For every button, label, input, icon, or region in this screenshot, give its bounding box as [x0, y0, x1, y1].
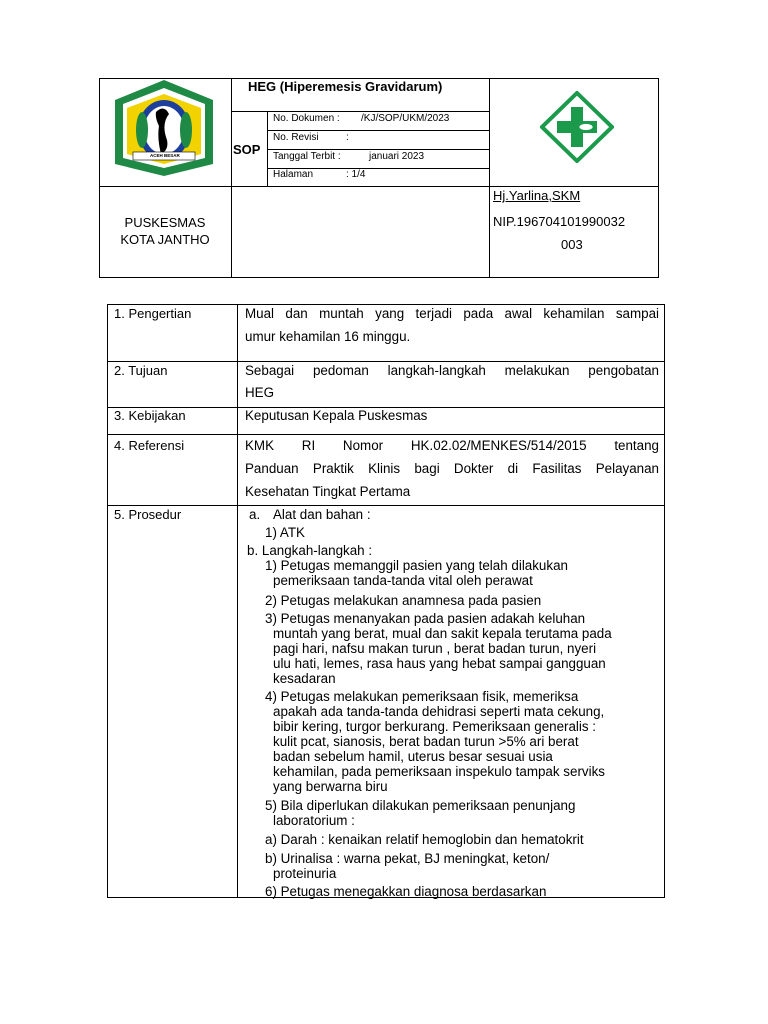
step-5a-line-1: a) Darah : kenaikan relatif hemoglobin dan hematokrit — [265, 832, 584, 847]
step-5b-line-1: b) Urinalisa : warna pekat, BJ meningkat, keton/ — [265, 851, 550, 866]
tujuan-line-1: Sebagai pedoman langkah-langkah melakukan pengobatan — [245, 363, 659, 378]
meta-revision-value: : — [346, 132, 349, 143]
step-4-line-7: yang berwarna biru — [273, 779, 388, 794]
meta-doc-value: /KJ/SOP/UKM/2023 — [361, 113, 450, 124]
step-4-line-1: 4) Petugas melakukan pemeriksaan fisik, memeriksa — [265, 689, 579, 704]
step-3-line-2: muntah yang berat, mual dan sakit kepala terutama pada — [273, 626, 612, 641]
signatory-nip-line1: NIP.196704101990032 — [493, 214, 626, 229]
puskesmas-logo — [540, 91, 614, 163]
step-3-line-1: 3) Petugas menanyakan pada pasien adakah keluhan — [265, 611, 586, 626]
step-5b-line-2: proteinuria — [273, 866, 337, 881]
section-label-referensi: 4. Referensi — [114, 438, 185, 453]
procedure-a-text: Alat dan bahan : — [273, 507, 371, 522]
section-label-prosedur: 5. Prosedur — [114, 507, 182, 522]
procedure-a-label: a. — [249, 507, 261, 522]
signatory-name: Hj.Yarlina,SKM — [493, 188, 581, 203]
kebijakan-line-1: Keputusan Kepala Puskesmas — [245, 408, 428, 423]
referensi-line-2: Panduan Praktik Klinis bagi Dokter di Fasilitas Pelayanan — [245, 461, 659, 476]
org-name-line1: PUSKESMAS — [124, 215, 206, 230]
step-5-line-1: 5) Bila diperlukan dilakukan pemeriksaan penunjang — [265, 798, 576, 813]
step-1-line-2: pemeriksaan tanda-tanda vital oleh perawat — [273, 573, 533, 588]
organization-name — [100, 214, 230, 248]
meta-page-value: : 1/4 — [346, 169, 366, 180]
tujuan-line-2: HEG — [245, 385, 275, 400]
section-label-tujuan: 2. Tujuan — [114, 363, 168, 378]
section-label-pengertian: 1. Pengertian — [114, 306, 192, 321]
step-3-line-5: kesadaran — [273, 671, 336, 686]
step-4-line-3: bibir kering, turgor berkurang. Pemeriksaan generalis : — [273, 719, 597, 734]
referensi-line-1: KMK RI Nomor HK.02.02/MENKES/514/2015 tentang — [245, 438, 659, 453]
step-4-line-2: apakah ada tanda-tanda dehidrasi seperti mata cekung, — [273, 704, 605, 719]
procedure-b: b. Langkah-langkah : — [247, 543, 373, 558]
step-5-line-2: laboratorium : — [273, 813, 355, 828]
meta-date-value: januari 2023 — [369, 151, 425, 162]
step-4-line-4: kulit pcat, sianosis, berat badan turun >5% ari berat — [273, 734, 579, 749]
step-3-line-4: ulu hati, lemes, rasa haus yang hebat sampai gangguan — [273, 656, 606, 671]
meta-doc-label: No. Dokumen : — [273, 113, 340, 124]
step-4-line-6: kehamilan, pada pemeriksaan inspekulo tampak serviks — [273, 764, 605, 779]
meta-date-label: Tanggal Terbit : — [273, 151, 341, 162]
meta-page-label: Halaman — [273, 169, 314, 180]
step-1-line-1: 1) Petugas memanggil pasien yang telah dilakukan — [265, 558, 568, 573]
org-name-line2: KOTA JANTHO — [120, 232, 210, 247]
pengertian-line-1: Mual dan muntah yang terjadi pada awal kehamilan sampai — [245, 306, 659, 321]
aceh-besar-logo — [109, 78, 219, 178]
signatory-nip-line2: 003 — [561, 237, 583, 252]
document-title: HEG (Hiperemesis Gravidarum) — [248, 79, 443, 94]
referensi-line-3: Kesehatan Tingkat Pertama — [245, 484, 411, 499]
logo-motto: ACEH BESAR — [150, 153, 180, 158]
step-4-line-5: badan sebelum hamil, uterus besar sesuai usia — [273, 749, 553, 764]
meta-revision-label: No. Revisi — [273, 132, 319, 143]
step-6-line-1: 6) Petugas menegakkan diagnosa berdasarkan — [265, 884, 547, 899]
section-label-kebijakan: 3. Kebijakan — [114, 408, 186, 423]
step-2-line-1: 2) Petugas melakukan anamnesa pada pasien — [265, 593, 542, 608]
procedure-a1: 1) ATK — [265, 525, 305, 540]
step-3-line-3: pagi hari, nafsu makan turun , berat badan turun, nyeri — [273, 641, 597, 656]
sop-label: SOP — [233, 142, 261, 157]
pengertian-line-2: umur kehamilan 16 minggu. — [245, 329, 411, 344]
